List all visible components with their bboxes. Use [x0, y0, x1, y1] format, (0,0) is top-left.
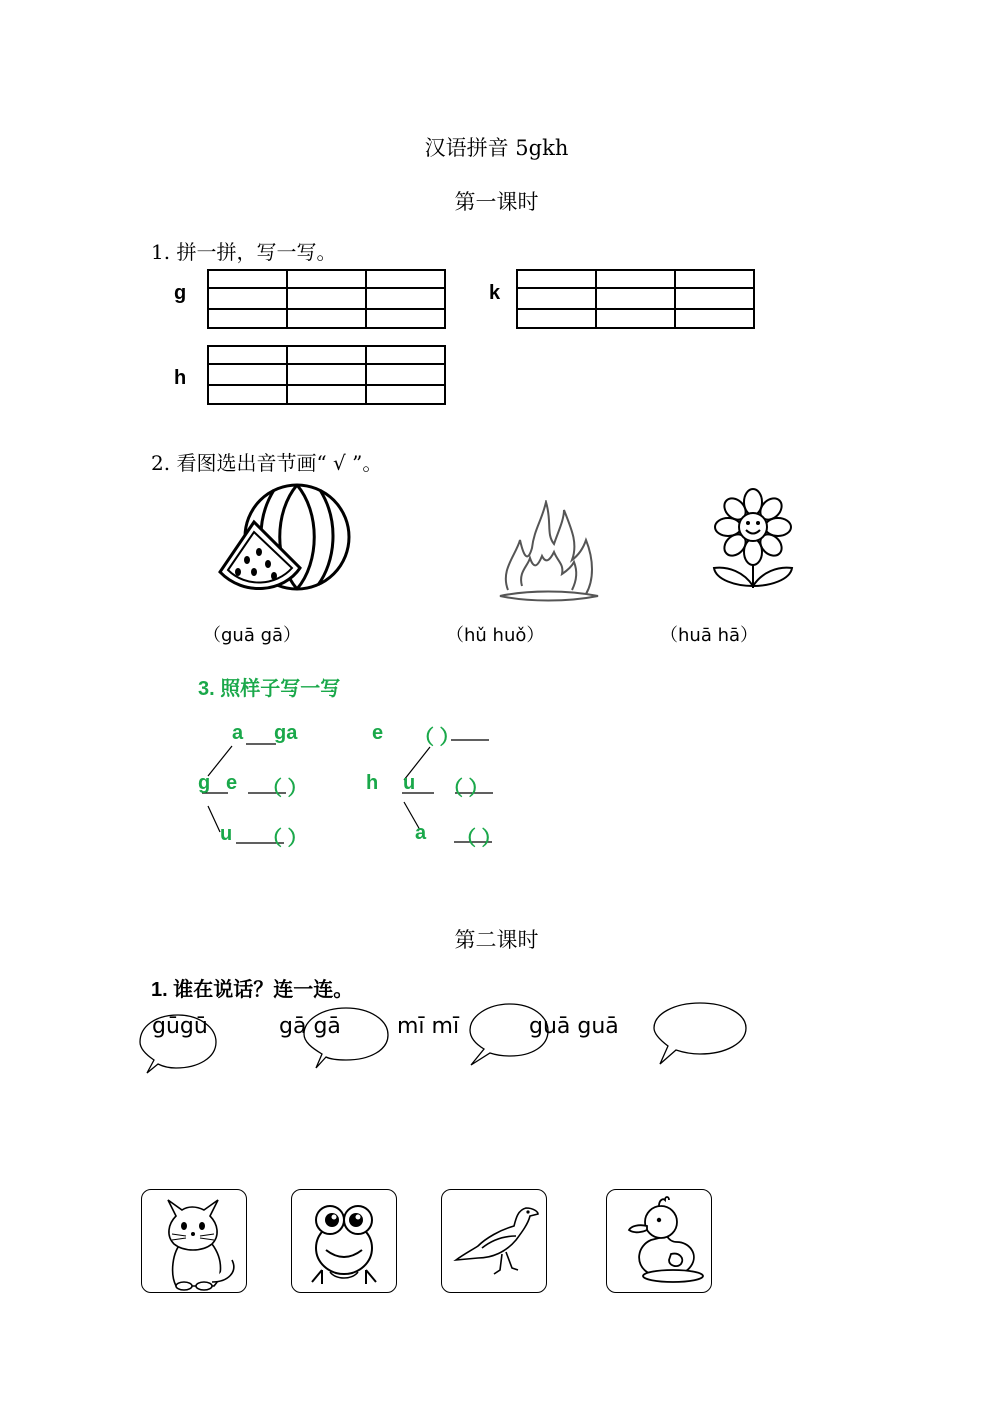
options-fire[interactable]: （hǔ huǒ）: [446, 625, 545, 646]
q3-example-answer: ga: [274, 722, 298, 744]
q3-prompt: 3. 照样子写一写: [198, 678, 341, 700]
q3-right-answer-a[interactable]: （ ）: [456, 828, 502, 850]
q3-right-vowel-u: u: [403, 772, 416, 794]
q3-right-answer-u[interactable]: （ ）: [443, 778, 489, 800]
bubble-text-gaga[interactable]: gā gā: [279, 1014, 341, 1039]
bubble-text-mimi[interactable]: mī mī: [397, 1014, 460, 1039]
q3-right-vowel-e: e: [372, 722, 384, 744]
q3-left-vowel-a: a: [232, 722, 244, 744]
options-flower[interactable]: （huā hā）: [660, 625, 759, 646]
letter-g: g: [174, 282, 187, 304]
frog-icon[interactable]: [291, 1189, 397, 1293]
l2-q1-prompt: 1. 谁在说话？连一连。: [151, 979, 354, 1001]
bubble-text-gugu[interactable]: gūgū: [152, 1014, 208, 1039]
pigeon-icon[interactable]: [441, 1189, 547, 1293]
q3-right-vowel-a: a: [415, 822, 427, 844]
duck-icon[interactable]: [606, 1189, 712, 1293]
document-title: 汉语拼音 5gkh: [424, 136, 569, 160]
q3-right-answer-e[interactable]: （ ）: [414, 727, 460, 749]
q3-left-consonant: g: [198, 772, 211, 794]
letter-h: h: [174, 367, 187, 389]
bubble-text-guagua[interactable]: guā guā: [529, 1014, 619, 1039]
q3-left-answer-u[interactable]: （ ）: [262, 828, 308, 850]
q1-prompt: 1. 拼一拼，写一写。: [151, 240, 337, 264]
letter-k: k: [489, 282, 501, 304]
q3-left-vowel-e: e: [226, 772, 238, 794]
options-watermelon[interactable]: （guā gā）: [203, 625, 302, 646]
cat-icon[interactable]: [141, 1189, 247, 1293]
q3-left-answer-e[interactable]: （ ）: [262, 778, 308, 800]
q2-prompt: 2. 看图选出音节画“ √ ”。: [151, 451, 383, 475]
q3-right-consonant: h: [366, 772, 379, 794]
q3-left-vowel-u: u: [220, 823, 233, 845]
lesson1-heading: 第一课时: [454, 190, 539, 214]
lesson2-heading: 第二课时: [454, 928, 539, 952]
